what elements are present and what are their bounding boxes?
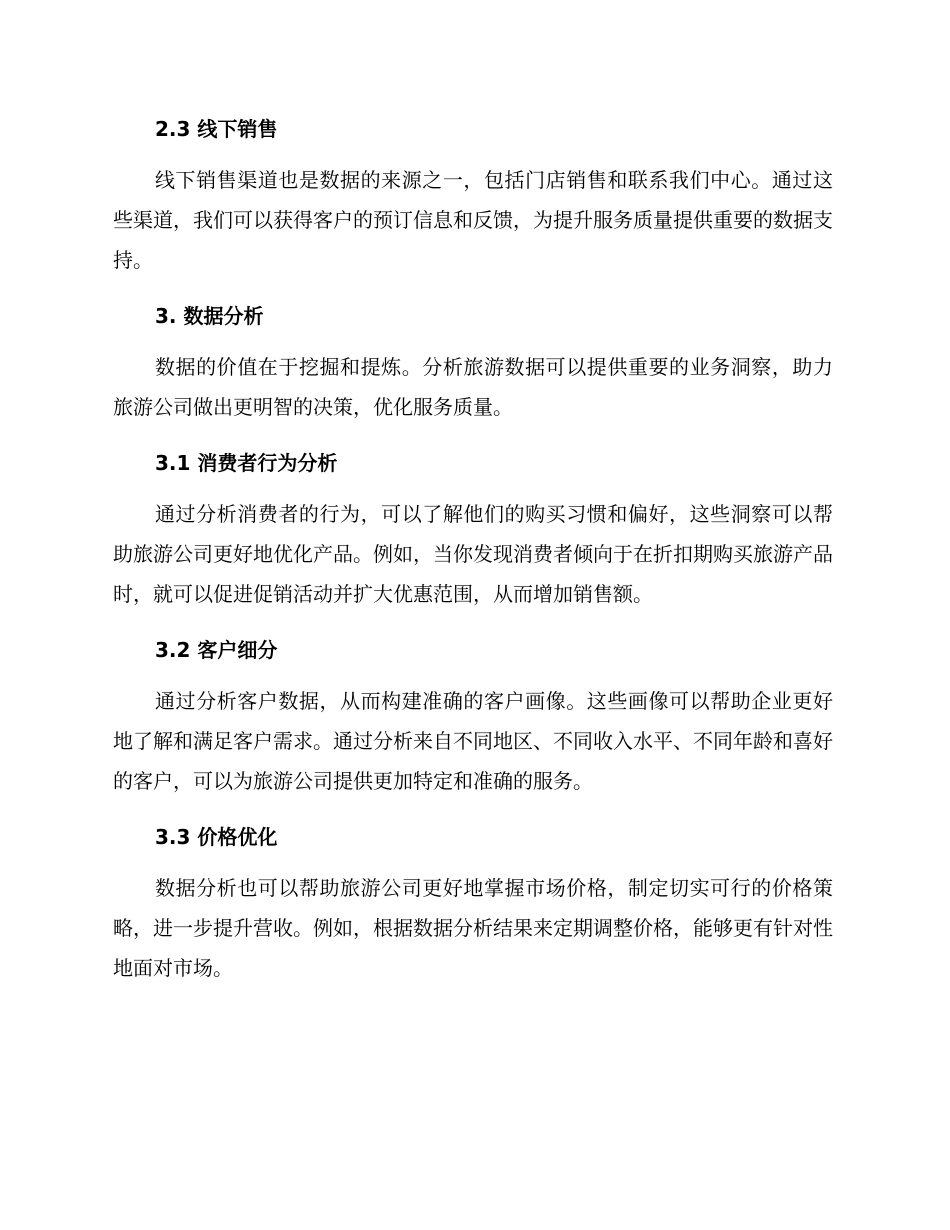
section-paragraph-3-2: 通过分析客户数据，从而构建准确的客户画像。这些画像可以帮助企业更好地了解和满足客户需求。通过分析来自不同地区、不同收入水平、不同年龄和喜好的客户，可以为旅游公司提供更加特定和准确的服务。 xyxy=(113,689,833,793)
section-paragraph-2-3: 线下销售渠道也是数据的来源之一，包括门店销售和联系我们中心。通过这些渠道，我们可以获得客户的预订信息和反馈，为提升服务质量提供重要的数据支持。 xyxy=(113,168,833,272)
section-heading-3-3: 3.3 价格优化 xyxy=(155,825,278,849)
section-heading-3-2: 3.2 客户细分 xyxy=(155,638,278,662)
section-heading-3: 3. 数据分析 xyxy=(155,304,264,328)
section-heading-2-3: 2.3 线下销售 xyxy=(155,117,278,141)
section-paragraph-3: 数据的价值在于挖掘和提炼。分析旅游数据可以提供重要的业务洞察，助力旅游公司做出更明智的决策，优化服务质量。 xyxy=(113,355,833,419)
document-body xyxy=(113,112,833,988)
section-heading-3-1: 3.1 消费者行为分析 xyxy=(155,451,338,475)
section-paragraph-3-3: 数据分析也可以帮助旅游公司更好地掌握市场价格，制定切实可行的价格策略，进一步提升营收。例如，根据数据分析结果来定期调整价格，能够更有针对性地面对市场。 xyxy=(113,876,833,980)
section-paragraph-3-1: 通过分析消费者的行为，可以了解他们的购买习惯和偏好，这些洞察可以帮助旅游公司更好地优化产品。例如，当你发现消费者倾向于在折扣期购买旅游产品时，就可以促进促销活动并扩大优惠范围，从而增加销售额。 xyxy=(113,502,833,606)
